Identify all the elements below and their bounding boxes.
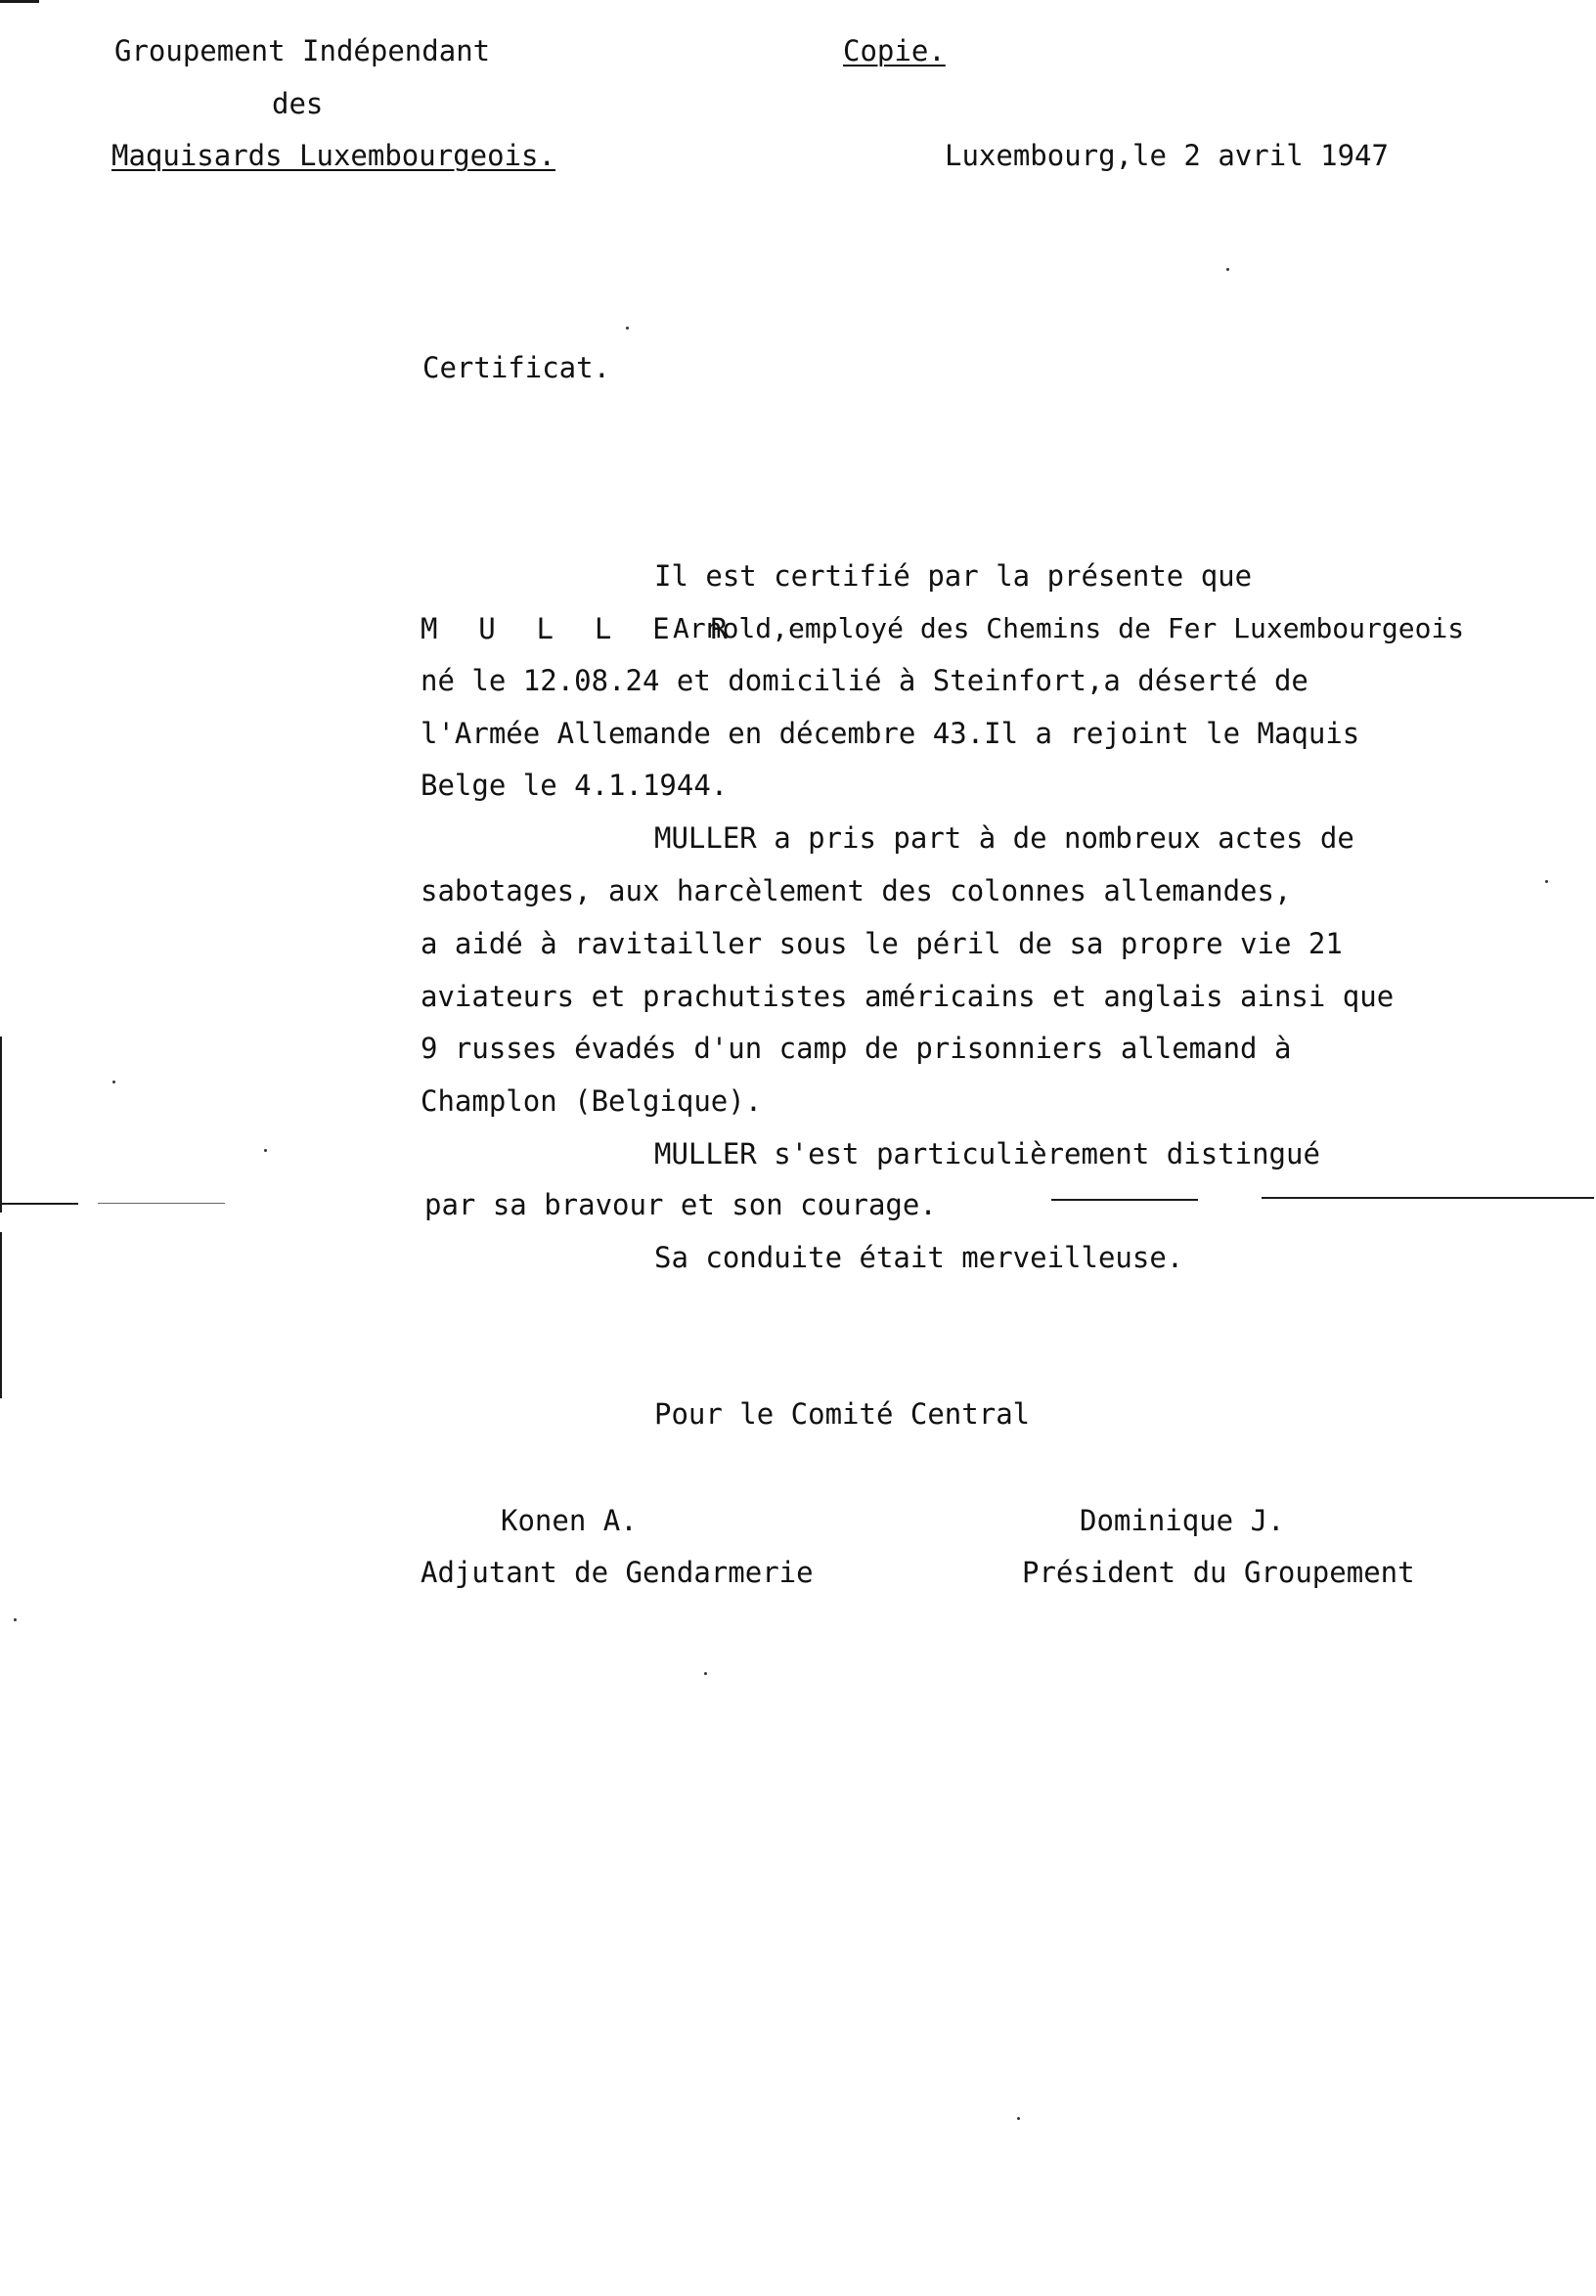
- body-line: par sa bravour et son courage.: [424, 1188, 937, 1221]
- body-line: sabotages, aux harcèlement des colonnes allemandes,: [421, 874, 1292, 907]
- scan-speck: [704, 1672, 707, 1675]
- body-line: Il est certifié par la présente que: [654, 559, 1253, 593]
- body-line: né le 12.08.24 et domicilié à Steinfort,a déserté de: [421, 664, 1308, 697]
- scan-left-rule: [0, 1037, 2, 1213]
- spaced-name: M U L L E R: [421, 612, 740, 645]
- scan-speck: [1226, 268, 1229, 271]
- copy-label: Copie.: [843, 34, 946, 67]
- body-line: MULLER a pris part à de nombreux actes de: [654, 821, 1354, 855]
- scan-speck: [1545, 880, 1548, 883]
- organization-name-underlined: Maquisards Luxembourgeois.: [111, 139, 555, 172]
- document-title: Certificat.: [422, 351, 611, 384]
- closing-line: Pour le Comité Central: [654, 1397, 1031, 1431]
- body-line: Sa conduite était merveilleuse.: [654, 1241, 1184, 1274]
- signatory-title: Adjutant de Gendarmerie: [421, 1556, 814, 1589]
- scan-edge-mark: [0, 0, 39, 3]
- body-line: 9 russes évadés d'un camp de prisonniers allemand à: [421, 1032, 1292, 1065]
- scan-speck: [14, 1618, 17, 1621]
- body-line: Arnold,employé des Chemins de Fer Luxembourgeois: [673, 612, 1465, 644]
- scan-speck: [112, 1081, 115, 1083]
- signatory-name: Konen A.: [501, 1504, 638, 1537]
- scan-fold-line: [1051, 1199, 1198, 1201]
- scan-speck: [264, 1149, 267, 1152]
- organization-name: Groupement Indépendant: [114, 34, 491, 67]
- organization-name-des: des: [272, 87, 324, 120]
- place-date: Luxembourg,le 2 avril 1947: [945, 139, 1389, 172]
- body-line: Belge le 4.1.1944.: [421, 769, 729, 802]
- signatory-name: Dominique J.: [1080, 1504, 1285, 1537]
- scan-speck: [1017, 2117, 1020, 2120]
- scan-fold-line: [1262, 1197, 1594, 1199]
- scan-fold-line: [98, 1203, 225, 1204]
- signatory-title: Président du Groupement: [1022, 1556, 1415, 1589]
- body-line: aviateurs et prachutistes américains et anglais ainsi que: [421, 980, 1395, 1013]
- body-line: Champlon (Belgique).: [421, 1084, 763, 1118]
- body-line: MULLER s'est particulièrement distingué: [654, 1137, 1320, 1170]
- scan-fold-line: [0, 1203, 78, 1205]
- scan-speck: [626, 327, 629, 330]
- body-line: l'Armée Allemande en décembre 43.Il a rejoint le Maquis: [421, 717, 1360, 750]
- body-line: a aidé à ravitailler sous le péril de sa propre vie 21: [421, 927, 1343, 960]
- scan-left-rule: [0, 1232, 2, 1398]
